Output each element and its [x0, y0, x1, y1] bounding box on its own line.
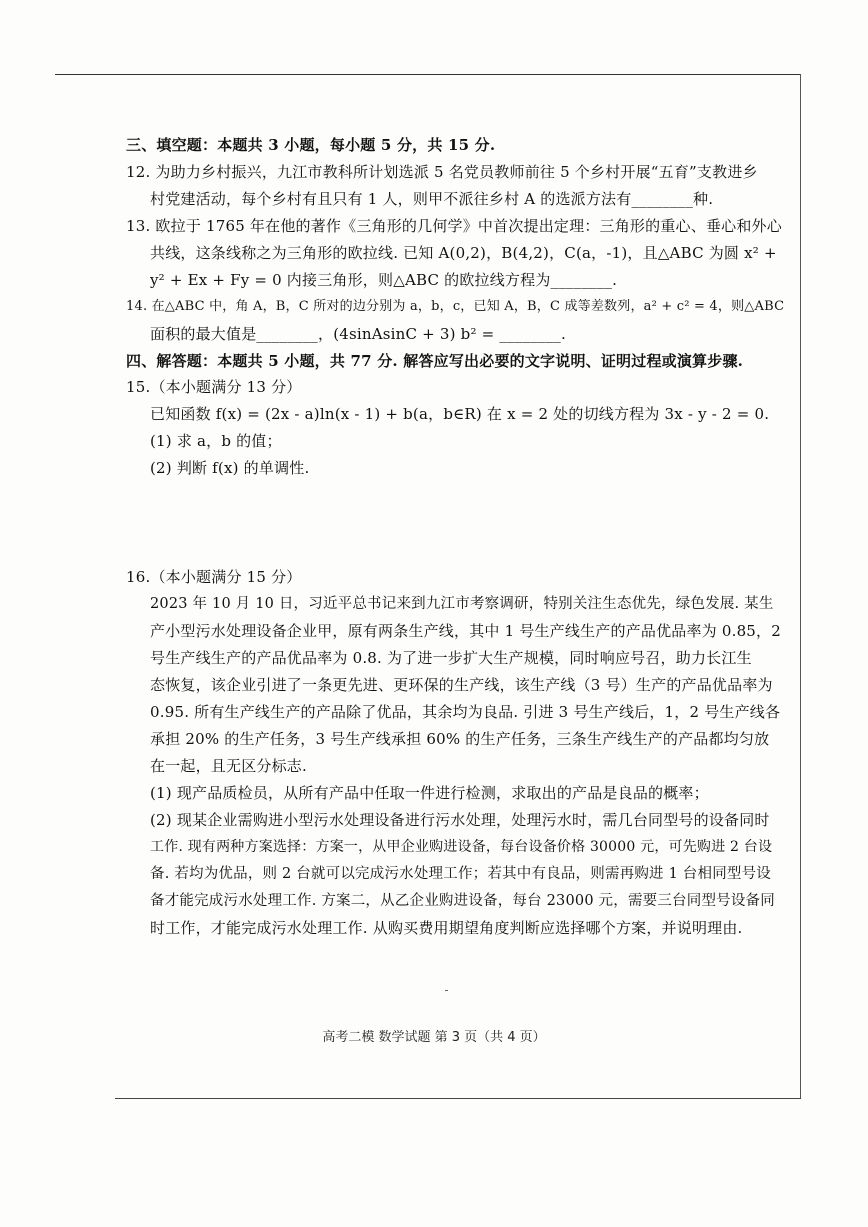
- q16-para-line6: 承担 20% 的生产任务，3 号生产线承担 60% 的生产任务，三条生产线生产的产品都均匀放: [150, 730, 770, 748]
- q16-part2-line4: 备才能完成污水处理工作. 方案二，从乙企业购进设备，每台 23000 元，需要三台同型号设备同: [150, 893, 775, 909]
- q15-part1: (1) 求 a，b 的值；: [150, 432, 282, 450]
- q15-header: 15.（本小题满分 13 分）: [126, 378, 302, 396]
- q16-header: 16.（本小题满分 15 分）: [126, 568, 302, 586]
- section3-heading: 三、填空题：本题共 3 小题，每小题 5 分，共 15 分.: [126, 136, 496, 154]
- q16-para-line4: 态恢复，该企业引进了一条更先进、更环保的生产线，该生产线（3 号）生产的产品优品率为: [150, 676, 773, 694]
- q13-line1: 13. 欧拉于 1765 年在他的著作《三角形的几何学》中首次提出定理：三角形的重心、垂心和外心: [126, 217, 782, 235]
- q16-part2-line1: (2) 现某企业需购进小型污水处理设备进行污水处理，处理污水时，需几台同型号的设备同时: [150, 811, 770, 829]
- q13-line2: 共线，这条线称之为三角形的欧拉线. 已知 A(0,2)，B(4,2)，C(a，-1)，且△ABC 为圆 x² +: [150, 244, 777, 262]
- page-footer: 高考二模 数学试题 第 3 页（共 4 页）: [322, 1030, 546, 1045]
- q12-line2: 村党建活动，每个乡村有且只有 1 人，则甲不派往乡村 A 的选派方法有________种.: [150, 190, 714, 208]
- q16-para-line2: 产小型污水处理设备企业甲，原有两条生产线，其中 1 号生产线生产的产品优品率为 0.85，2: [150, 622, 781, 640]
- q14-line1: 14. 在△ABC 中，角 A，B，C 所对的边分别为 a，b，c，已知 A，B，C 成等差数列，a² + c² = 4，则△ABC: [126, 299, 785, 314]
- q16-para-line7: 在一起，且无区分标志.: [150, 757, 307, 775]
- section4-heading: 四、解答题：本题共 5 小题，共 77 分. 解答应写出必要的文字说明、证明过程或演算步骤.: [126, 352, 744, 370]
- q16-part1: (1) 现产品质检员，从所有产品中任取一件进行检测，求取出的产品是良品的概率；: [150, 784, 709, 802]
- q16-part2-line2: 工作. 现有两种方案选择：方案一，从甲企业购进设备，每台设备价格 30000 元，可先购进 2 台设: [150, 839, 773, 855]
- q16-part2-line3: 备. 若均为优品，则 2 台就可以完成污水处理工作；若其中有良品，则需再购进 1 台相同型号设: [150, 866, 772, 882]
- q16-para-line3: 号生产线生产的产品优品率为 0.8. 为了进一步扩大生产规模，同时响应号召，助力长江生: [150, 649, 752, 667]
- page-border-top: [55, 74, 800, 75]
- q14-line2: 面积的最大值是________，(4sinAsinC + 3) b² = ________.: [150, 325, 566, 343]
- q15-part2: (2) 判断 f(x) 的单调性.: [150, 459, 310, 477]
- scan-speck: [445, 990, 448, 991]
- q16-para-line5: 0.95. 所有生产线生产的产品除了优品，其余均为良品. 引进 3 号生产线后，1，2 号生产线各: [150, 703, 781, 721]
- q15-statement: 已知函数 f(x) = (2x - a)ln(x - 1) + b(a，b∈R) 在 x = 2 处的切线方程为 3x - y - 2 = 0.: [150, 405, 770, 423]
- q16-para-line1: 2023 年 10 月 10 日，习近平总书记来到九江市考察调研，特别关注生态优先，绿色发展. 某生: [150, 596, 774, 612]
- page-border-bottom: [115, 1098, 801, 1099]
- q16-part2-line5: 时工作，才能完成污水处理工作. 从购买费用期望角度判断应选择哪个方案，并说明理由.: [150, 919, 743, 937]
- q12-line1: 12. 为助力乡村振兴，九江市教科所计划选派 5 名党员教师前往 5 个乡村开展“五育”支教进乡: [126, 163, 758, 181]
- page-border-right: [800, 74, 801, 1099]
- q13-line3: y² + Ex + Fy = 0 内接三角形，则△ABC 的欧拉线方程为________.: [150, 271, 618, 289]
